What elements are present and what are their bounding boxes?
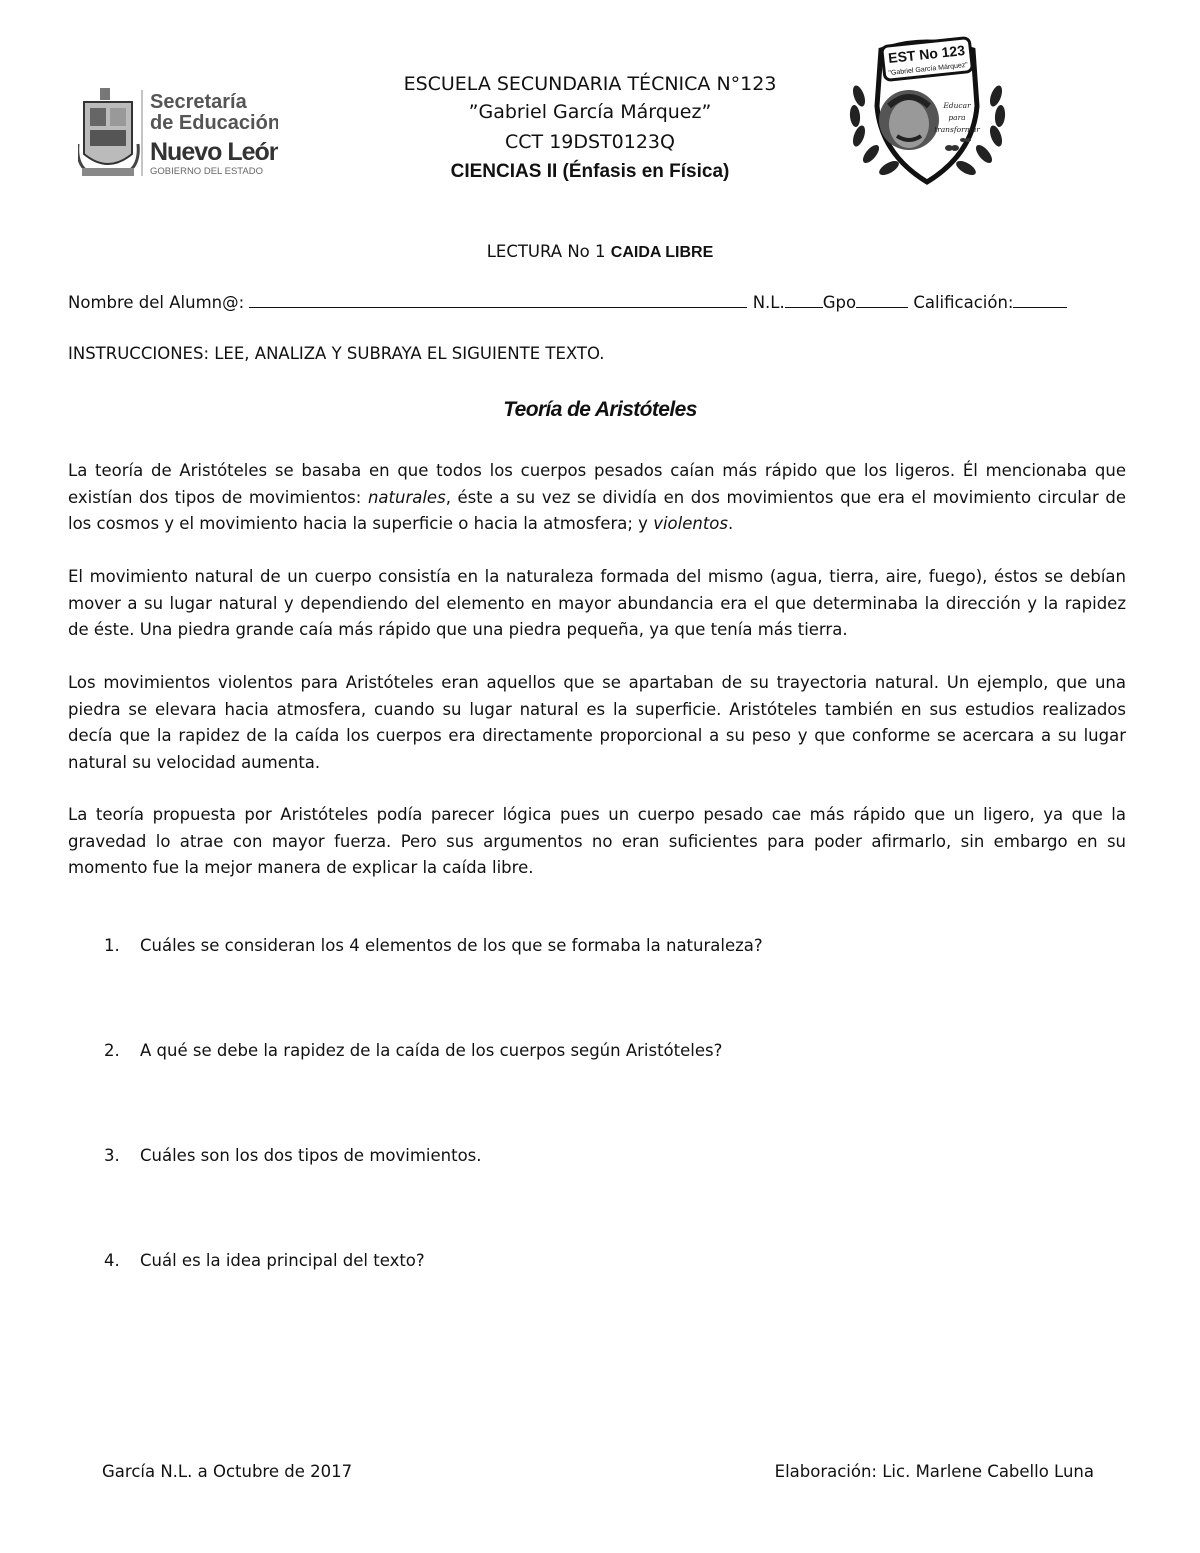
portrait-icon bbox=[879, 90, 939, 150]
question-2-number: 2. bbox=[104, 1041, 120, 1060]
paragraph-1-violentos: violentos bbox=[653, 514, 728, 533]
paragraph-1 bbox=[68, 458, 1126, 538]
paragraph-1-part-c: , éste a su vez se dividía en dos movimientos que era el movimiento circular de los cosmos y el movimiento hacia la superficie o hacia la atmosfera; y bbox=[68, 487, 1126, 533]
school-crest-logo bbox=[845, 36, 1010, 186]
article-title: Teoría de Aristóteles bbox=[503, 398, 697, 421]
sep-nuevo-leon-logo bbox=[78, 84, 278, 180]
school-name: ESCUELA SECUNDARIA TÉCNICA N°123 bbox=[403, 73, 777, 95]
subject-text: CIENCIAS II (Énfasis en Física) bbox=[450, 161, 730, 182]
question-2-text: A qué se debe la rapidez de la caída de los cuerpos según Aristóteles? bbox=[140, 1041, 723, 1060]
question-3-text: Cuáles son los dos tipos de movimientos. bbox=[140, 1146, 482, 1165]
school-subtitle: ”Gabriel García Márquez” bbox=[468, 101, 712, 123]
name-blank[interactable] bbox=[249, 290, 747, 308]
paragraph-2: El movimiento natural de un cuerpo consistía en la naturaleza formada del mismo (agua, tierra, aire, fuego), éstos se debían mover a su lugar natural y dependiendo del elemento en mayor abundancia era el que determinaba la dirección y la rapidez de éste. Una piedra grande caía más rápido que una piedra pequeña, ya que tenía más tierra. bbox=[68, 567, 1126, 639]
reading-label: LECTURA No 1 bbox=[486, 242, 606, 261]
crest-banner-text: EST No 123 bbox=[887, 42, 966, 67]
crest-subbanner-text: "Gabriel García Márquez" bbox=[888, 61, 969, 78]
paragraph-1-naturales: naturales bbox=[367, 487, 446, 507]
name-label: Nombre del Alumn@: bbox=[68, 293, 245, 312]
footer-place-date: García N.L. a Octubre de 2017 bbox=[102, 1462, 353, 1481]
paragraph-4: La teoría propuesta por Aristóteles podía parecer lógica pues un cuerpo pesado cae más rápido que un ligero, ya que la gravedad lo atrae con mayor fuerza. Pero sus argumentos no eran suficientes para poder afirmarlo, sin embargo en su momento fue la mejor manera de explicar la caída libre. bbox=[68, 805, 1126, 877]
paragraph-1-part-a: La teoría de Aristóteles se basaba en que todos los cuerpos pesados caían más rápido que los ligeros. Él mencionaba que existían dos tipos de movimientos: bbox=[68, 461, 1126, 507]
nl-label: N.L. bbox=[752, 293, 785, 312]
logo-text-secretaria: Secretaría bbox=[150, 91, 247, 113]
student-info-row bbox=[68, 290, 1067, 312]
question-4-text: Cuál es la idea principal del texto? bbox=[140, 1251, 425, 1270]
question-2 bbox=[104, 1041, 722, 1060]
question-3-number: 3. bbox=[104, 1146, 120, 1165]
footer-author: Elaboración: Lic. Marlene Cabello Luna bbox=[774, 1462, 1094, 1481]
paragraph-3: Los movimientos violentos para Aristóteles eran aquellos que se apartaban de su trayectoria natural. Un ejemplo, que una piedra se elevara hacia atmosfera, cuando su lugar natural es la superficie. Aristóteles también en sus estudios realizados decía que la rapidez de la caída los cuerpos era directamente proporcional a su peso y que conforme se acercara a su lugar natural su velocidad aumenta. bbox=[68, 673, 1126, 772]
question-1-number: 1. bbox=[104, 936, 120, 955]
grade-blank[interactable] bbox=[1013, 290, 1067, 308]
question-4 bbox=[104, 1251, 425, 1270]
question-1-text: Cuáles se consideran los 4 elementos de los que se formaba la naturaleza? bbox=[140, 936, 763, 955]
logo-text-gobierno: GOBIERNO DEL ESTADO bbox=[150, 166, 263, 177]
logo-text-nuevo-leon: Nuevo León bbox=[150, 138, 278, 166]
nl-blank[interactable] bbox=[785, 290, 823, 308]
question-3 bbox=[104, 1146, 482, 1165]
crest-motto-1: Educar bbox=[943, 101, 971, 110]
logo-text-educacion: de Educación bbox=[150, 112, 278, 134]
grade-label: Calificación: bbox=[913, 293, 1014, 312]
reading-title bbox=[0, 242, 1200, 262]
gpo-label: Gpo bbox=[822, 293, 857, 312]
question-4-number: 4. bbox=[104, 1251, 120, 1270]
gpo-blank[interactable] bbox=[856, 290, 908, 308]
question-1 bbox=[104, 936, 763, 955]
instructions: INSTRUCCIONES: LEE, ANALIZA Y SUBRAYA EL SIGUIENTE TEXTO. bbox=[68, 344, 605, 363]
crest-motto-3: transformar bbox=[934, 125, 980, 134]
subject-title bbox=[300, 157, 880, 186]
reading-topic: CAIDA LIBRE bbox=[610, 244, 714, 261]
crest-motto-2: para bbox=[948, 113, 966, 122]
paragraph-1-part-e: . bbox=[728, 514, 734, 533]
school-cct: CCT 19DST0123Q bbox=[505, 131, 675, 153]
state-coat-of-arms-icon bbox=[78, 88, 138, 176]
